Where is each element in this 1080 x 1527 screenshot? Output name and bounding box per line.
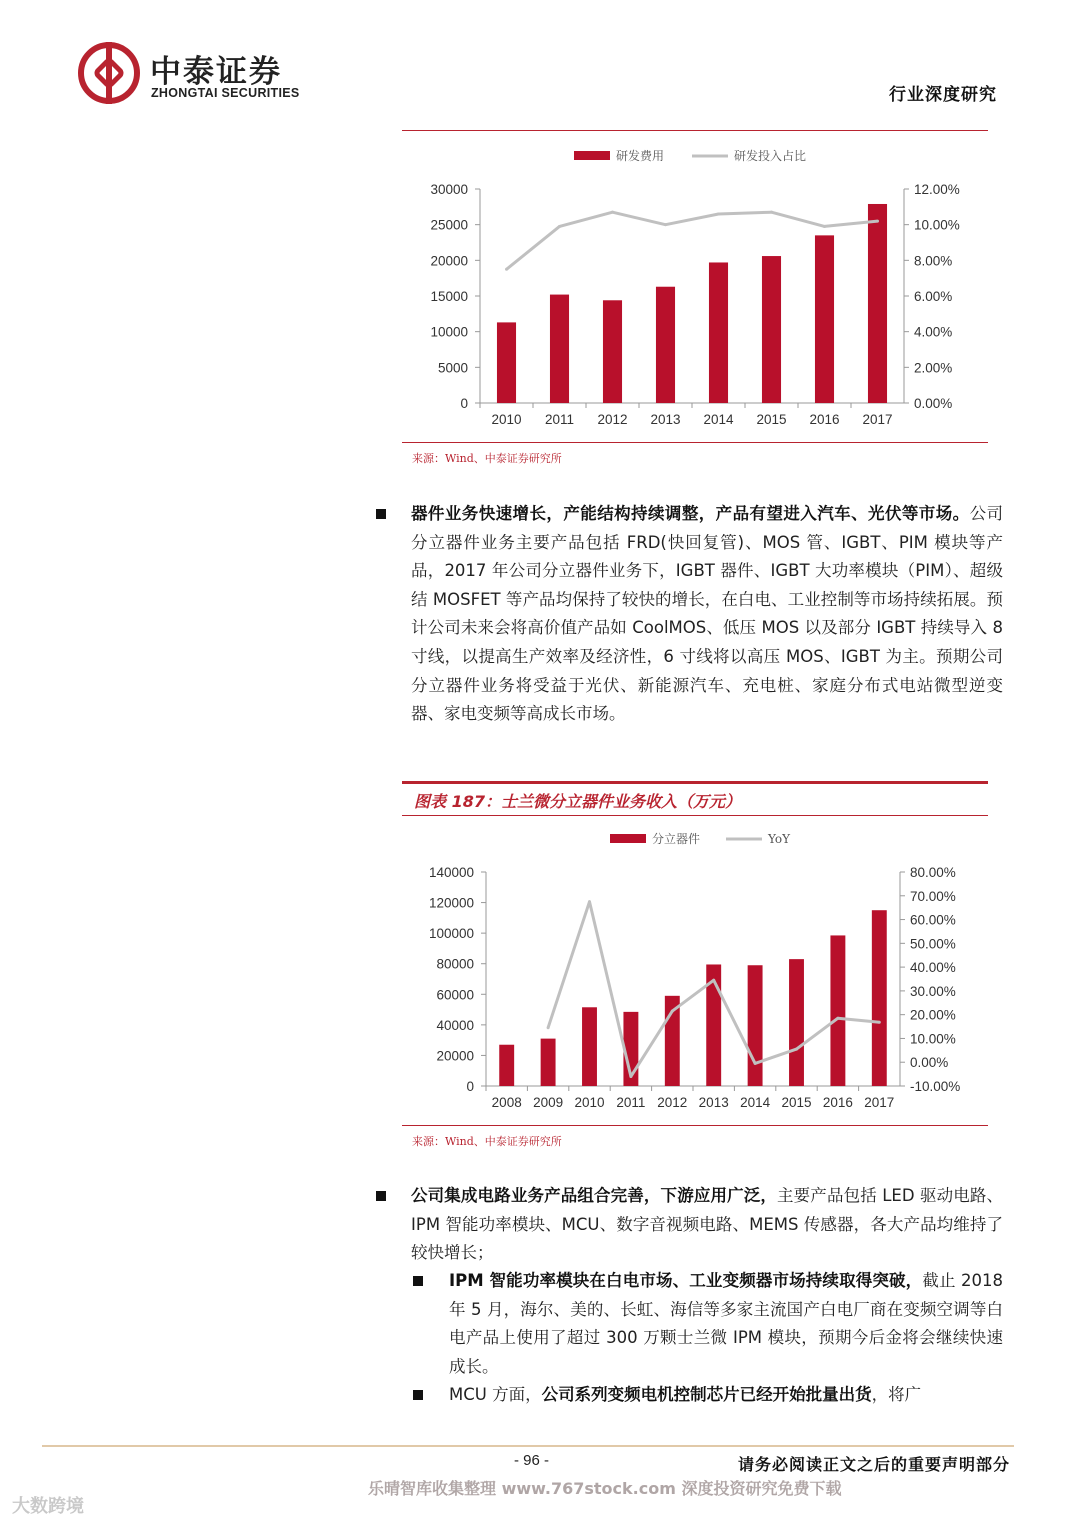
x-tick-label: 2011 xyxy=(616,1095,646,1110)
bar xyxy=(762,256,781,403)
bar xyxy=(748,965,763,1086)
logo-emblem-icon xyxy=(78,42,140,104)
paragraph-heading: 器件业务快速增长，产能结构持续调整，产品有望进入汽车、光伏等市场。 xyxy=(411,504,970,523)
paragraph-ipm xyxy=(449,1267,1003,1381)
left-tick-label: 80000 xyxy=(436,956,474,972)
paragraph-heading: IPM 智能功率模块在白电市场、工业变频器市场持续取得突破， xyxy=(449,1271,923,1290)
bar xyxy=(868,204,887,403)
x-tick-label: 2010 xyxy=(491,412,522,427)
left-tick-label: 0 xyxy=(466,1079,474,1094)
x-tick-label: 2010 xyxy=(574,1095,605,1110)
legend-bar-swatch xyxy=(610,834,646,843)
line-point xyxy=(876,220,879,223)
left-tick-label: 15000 xyxy=(430,289,468,304)
line-point xyxy=(588,900,591,903)
left-tick-label: 20000 xyxy=(430,253,468,269)
x-tick-label: 2014 xyxy=(740,1095,771,1110)
line-point xyxy=(547,1026,550,1029)
bar xyxy=(550,295,569,403)
right-tick-label: 0.00% xyxy=(910,1055,949,1071)
logo-english-name: ZHONGTAI SECURITIES xyxy=(151,86,300,100)
legend-bar-label: 研发费用 xyxy=(616,149,665,163)
left-tick-label: 20000 xyxy=(436,1048,474,1064)
line-point xyxy=(823,225,826,228)
x-tick-label: 2017 xyxy=(864,1095,895,1110)
line-point xyxy=(558,225,561,228)
right-tick-label: 10.00% xyxy=(914,217,960,233)
paragraph-lead: MCU 方面， xyxy=(449,1385,542,1404)
chart2-bottom-rule xyxy=(402,1125,988,1126)
bullet-icon xyxy=(376,1191,386,1201)
right-tick-label: -10.00% xyxy=(910,1079,961,1094)
footer-rule xyxy=(42,1445,1014,1447)
left-tick-label: 25000 xyxy=(430,217,468,233)
bar xyxy=(789,959,804,1086)
company-logo xyxy=(78,42,323,106)
legend-line-label: 研发投入占比 xyxy=(734,149,807,163)
figure-187-top-rule xyxy=(402,781,988,784)
right-tick-label: 10.00% xyxy=(910,1031,956,1047)
chart1-top-rule xyxy=(402,130,988,131)
paragraph-text: ，将广 xyxy=(871,1385,922,1404)
left-tick-label: 10000 xyxy=(430,324,468,340)
line-point xyxy=(629,1075,632,1078)
bar xyxy=(603,300,622,403)
sub-bullet-icon xyxy=(413,1276,423,1286)
x-tick-label: 2016 xyxy=(809,412,840,427)
footer-disclaimer: 请务必阅读正文之后的重要声明部分 xyxy=(737,1455,1010,1474)
right-tick-label: 40.00% xyxy=(910,960,956,976)
left-tick-label: 120000 xyxy=(428,895,474,911)
bar xyxy=(830,935,845,1086)
footer-watermark: 乐晴智库收集整理 www.767stock.com 深度投资研究免费下载 xyxy=(368,1479,842,1498)
paragraph-mcu xyxy=(449,1381,1003,1410)
paragraph-text: 主要产品包括 LED 驱动电路、IPM 智能功率模块、MCU、数字音视频电路、MEMS 传感器，各大产品均维持了较快增长； xyxy=(411,1186,1003,1263)
x-tick-label: 2017 xyxy=(862,412,893,427)
bar xyxy=(815,235,834,403)
right-tick-label: 0.00% xyxy=(914,396,953,411)
line-point xyxy=(664,223,667,226)
x-tick-label: 2013 xyxy=(698,1095,729,1110)
line-point xyxy=(795,1048,798,1051)
bar xyxy=(497,322,516,403)
x-tick-label: 2012 xyxy=(657,1095,688,1110)
right-tick-label: 12.00% xyxy=(914,182,960,197)
paragraph-text: 截止 2018 年 5 月，海尔、美的、长虹、海信等多家主流国产白电厂商在变频空调等白电产品上使用了超过 300 万颗士兰微 IPM 模块，预期今后金将会继续快速成长。 xyxy=(449,1271,1003,1376)
paragraph-integrated-circuits xyxy=(411,1182,1003,1268)
chart1-bottom-rule xyxy=(402,442,988,443)
corner-watermark: 大数跨境 xyxy=(12,1496,84,1517)
right-tick-label: 80.00% xyxy=(910,865,956,880)
line-point xyxy=(717,212,720,215)
x-tick-label: 2015 xyxy=(781,1095,812,1110)
x-tick-label: 2014 xyxy=(703,412,734,427)
left-tick-label: 5000 xyxy=(437,360,468,376)
report-type-label: 行业深度研究 xyxy=(889,85,997,105)
line-point xyxy=(712,979,715,982)
x-tick-label: 2016 xyxy=(822,1095,853,1110)
line-point xyxy=(878,1021,881,1024)
left-tick-label: 40000 xyxy=(436,1017,474,1033)
bar xyxy=(656,287,675,403)
x-tick-label: 2012 xyxy=(597,412,628,427)
x-tick-label: 2013 xyxy=(650,412,681,427)
rd-expense-chart xyxy=(402,140,988,440)
paragraph-heading: 公司系列变频电机控制芯片已经开始批量出货 xyxy=(541,1385,872,1404)
discrete-device-revenue-chart xyxy=(402,822,988,1122)
right-tick-label: 70.00% xyxy=(910,888,956,904)
line-point xyxy=(770,211,773,214)
left-tick-label: 60000 xyxy=(436,987,474,1003)
bar xyxy=(872,910,887,1086)
logo-chinese-name: 中泰证券 xyxy=(150,54,282,90)
paragraph-heading: 公司集成电路业务产品组合完善，下游应用广泛， xyxy=(411,1186,778,1205)
right-tick-label: 4.00% xyxy=(914,324,953,340)
bar xyxy=(541,1039,556,1086)
right-tick-label: 20.00% xyxy=(910,1007,956,1023)
right-tick-label: 2.00% xyxy=(914,360,953,376)
paragraph-text: 公司分立器件业务主要产品包括 FRD(快回复管)、MOS 管、IGBT、PIM 模块等产品，2017 年公司分立器件业务下，IGBT 器件、IGBT 大功率模块（PIM）、超级结 MOSFET 等产品均保持了较快的增长，在白电、工业控制等市场持续拓展。预计公司未来会将高价值产品如 CoolMOS、低压 MOS 以及部分 IGBT 持续导入 8 寸线，以提高生产效率及经济性，6 寸线将以高压 MOS、IGBT 为主。预期公司分立器件业务将受益于光伏、新能源汽车、充电桩、家庭分布式电站微型逆变器、家电变频等高成长市场。 xyxy=(411,504,1004,724)
right-tick-label: 30.00% xyxy=(910,983,956,999)
figure-187-title: 图表 187：士兰微分立器件业务收入（万元） xyxy=(414,792,741,811)
right-tick-label: 60.00% xyxy=(910,912,956,928)
left-tick-label: 30000 xyxy=(430,182,468,197)
line-point xyxy=(505,268,508,271)
left-tick-label: 140000 xyxy=(428,865,474,880)
page-number: - 96 - xyxy=(514,1452,550,1469)
legend-bar-swatch xyxy=(574,151,610,160)
line-point xyxy=(671,1010,674,1013)
bar xyxy=(499,1045,514,1086)
x-tick-label: 2008 xyxy=(491,1095,522,1110)
x-tick-label: 2009 xyxy=(533,1095,564,1110)
x-tick-label: 2015 xyxy=(756,412,787,427)
x-tick-label: 2011 xyxy=(544,412,575,427)
figure-187-title-rule xyxy=(402,815,988,816)
paragraph-discrete-devices xyxy=(411,500,1003,729)
chart1-source: 来源：Wind、中泰证券研究所 xyxy=(412,452,562,465)
legend-bar-label: 分立器件 xyxy=(652,832,701,846)
left-tick-label: 100000 xyxy=(428,926,474,942)
bullet-icon xyxy=(376,509,386,519)
sub-bullet-icon xyxy=(413,1390,423,1400)
right-tick-label: 8.00% xyxy=(914,253,953,269)
legend-line-label: YoY xyxy=(768,832,791,846)
right-tick-label: 50.00% xyxy=(910,936,956,952)
left-tick-label: 0 xyxy=(460,396,468,411)
bar xyxy=(709,262,728,403)
line-point xyxy=(836,1017,839,1020)
right-tick-label: 6.00% xyxy=(914,289,953,304)
chart2-source: 来源：Wind、中泰证券研究所 xyxy=(412,1135,562,1148)
line-point xyxy=(611,211,614,214)
line-point xyxy=(754,1062,757,1065)
bar xyxy=(582,1007,597,1086)
